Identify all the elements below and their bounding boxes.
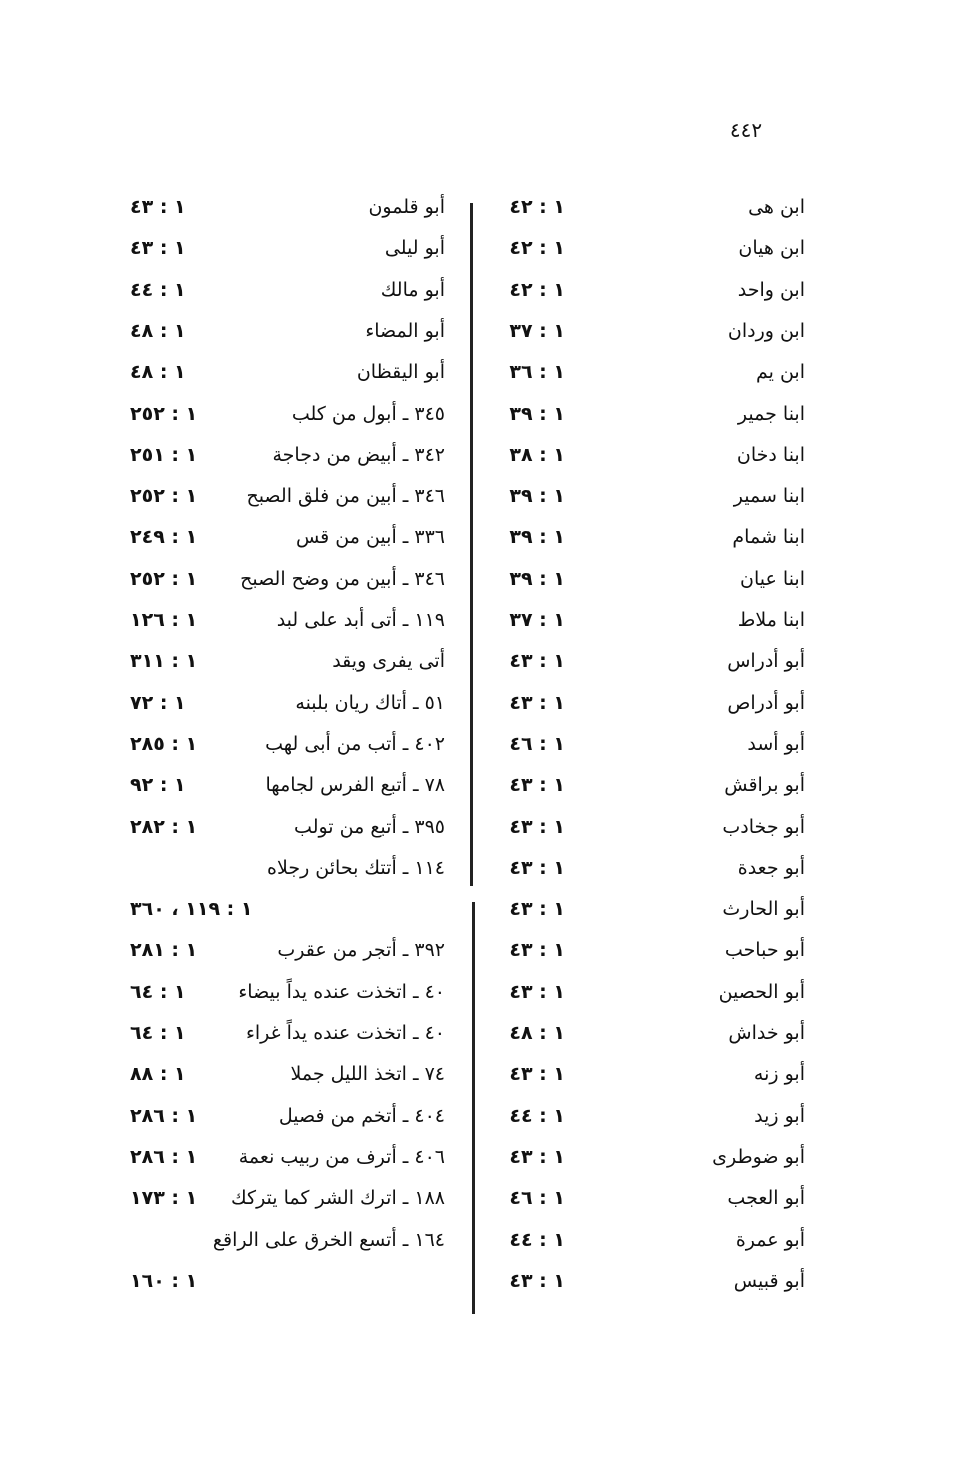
entry-reference: ١ : ٩٢ (130, 774, 186, 797)
entry-name: ابن هيان (738, 237, 805, 260)
left-index-row (0, 444, 975, 480)
entry-reference: ١ : ٤٣ (509, 856, 565, 879)
left-index-row (0, 1063, 975, 1099)
entry-reference: ١ : ٣٧ (509, 319, 565, 342)
entry-reference: ١ : ٣٩ (509, 485, 565, 508)
entry-name: ابن واحد (737, 278, 805, 301)
entry-name: ٣٣٦ ـ أبين من قس (295, 526, 445, 549)
entry-reference: ١ : ٣١١ (130, 650, 198, 673)
entry-name: ابنا سمير (733, 485, 805, 508)
entry-name: أبو ليلى (384, 237, 445, 260)
left-index-row (0, 939, 975, 975)
left-index-row (0, 1270, 975, 1306)
entry-reference: ١ : ٢٨١ (130, 939, 198, 962)
entry-name: ٧٤ ـ اتخذ الليل جملا (290, 1063, 445, 1086)
entry-name: ٣٤٦ ـ أبين من فلق الصبح (246, 485, 445, 508)
entry-name: أتى يفرى ويقد (332, 650, 445, 673)
entry-reference: ١ : ٢٤٩ (130, 526, 198, 549)
entry-name: ١٨٨ ـ اترك الشر كما يتركك (231, 1187, 445, 1210)
entry-reference: ١ : ١٦٠ (130, 1269, 198, 1292)
entry-reference: ١ : ٤٣ (509, 980, 565, 1003)
entry-reference: ١ : ٤٣ (509, 650, 565, 673)
entry-name: أبو اليقظان (356, 361, 445, 384)
entry-reference: ١ : ١٧٣ (130, 1187, 198, 1210)
entry-reference: ١ : ٢٥١ (130, 443, 198, 466)
entry-reference: ١ : ٣٨ (509, 443, 565, 466)
entry-reference: ١ : ٦٤ (130, 1022, 186, 1044)
entry-reference: ١ : ١١٩ ، ٣٦٠ (130, 898, 253, 921)
entry-reference: ١ : ٤٣ (509, 939, 565, 962)
entry-reference: ١ : ١٢٦ (130, 609, 198, 631)
entry-reference: ١ : ٤٦ (509, 732, 565, 755)
entry-reference: ١ : ٣٦ (509, 361, 565, 384)
entry-name: ابنا دخان (736, 443, 805, 466)
entry-name: ابنا شمام (732, 526, 805, 549)
left-index-row (0, 733, 975, 769)
entry-name: ٣٤٢ ـ أبيض من دجاجة (272, 443, 445, 466)
left-index-row (0, 898, 975, 934)
entry-reference: ١ : ٤٨ (509, 1022, 565, 1044)
left-index-row (0, 237, 975, 273)
entry-reference: ١ : ٤٣ (130, 237, 186, 260)
entry-name: ٣٤٥ ـ أبول من كلب (291, 402, 445, 425)
left-index-row (0, 279, 975, 315)
entry-name: ٥١ ـ أتاك ريان بلبنه (295, 691, 445, 714)
left-index-row (0, 1105, 975, 1141)
entry-reference: ١ : ٣٩ (509, 567, 565, 590)
left-index-row (0, 816, 975, 852)
left-index-row (0, 650, 975, 686)
entry-name: ٧٨ ـ أتبع الفرس لجامها (265, 774, 445, 797)
entry-reference: ١ : ٢٨٦ (130, 1104, 198, 1127)
entry-reference: ١ : ٤٤ (509, 1104, 565, 1127)
entry-name: أبو قلمون (368, 196, 445, 218)
entry-name: ابن هى (748, 196, 805, 218)
left-index-row (0, 1022, 975, 1058)
entry-name: أبو أدراص (727, 691, 805, 714)
entry-reference: ١ : ٤٨ (130, 361, 186, 384)
entry-reference: ١ : ٤٣ (509, 898, 565, 921)
left-index-row (0, 981, 975, 1017)
entry-reference: ١ : ٧٢ (130, 691, 186, 714)
entry-reference: ١ : ٤٤ (130, 278, 186, 301)
entry-reference: ١ : ٢٨٢ (130, 815, 198, 838)
entry-name: ٣٤٦ ـ أبين من وضح الصبح (240, 567, 445, 590)
entry-name: أبو أسد (747, 732, 805, 755)
entry-reference: ١ : ٢٥٢ (130, 485, 198, 508)
entry-name: ٤٠٢ ـ أتب من أبى لهب (265, 732, 445, 755)
entry-reference: ١ : ٤٢ (509, 196, 565, 218)
entry-name: أبو ضوطرى (712, 1145, 805, 1168)
left-index-row (0, 526, 975, 562)
entry-reference: ١ : ٢٥٢ (130, 402, 198, 425)
entry-name: أبو الحصين (718, 980, 805, 1003)
left-index-row (0, 403, 975, 439)
entry-name: ٤٠ ـ اتخذت عنده يداً غراء (245, 1022, 445, 1044)
entry-name: ابنا ملاط (737, 609, 805, 631)
entry-name: ٣٩٢ ـ أتجر من عقرب (277, 939, 445, 962)
left-index-row (0, 196, 975, 232)
entry-name: أبو عمرة (735, 1228, 805, 1251)
entry-name: ابن يم (755, 361, 805, 384)
page-number: ٤٤٢ (729, 118, 763, 142)
entry-reference: ١ : ٤٣ (509, 774, 565, 797)
entry-reference: ١ : ٤٦ (509, 1187, 565, 1210)
entry-reference: ١ : ٤٣ (509, 1145, 565, 1168)
entry-name: ابن وردان (727, 319, 805, 342)
entry-name: أبو حباحب (724, 939, 805, 962)
left-index-row (0, 1146, 975, 1182)
entry-reference: ١ : ٤٨ (130, 319, 186, 342)
entry-name: أبو مالك (380, 278, 445, 301)
entry-reference: ١ : ٢٨٥ (130, 732, 198, 755)
left-index-row (0, 692, 975, 728)
entry-name: ٤٠٦ ـ أترف من ربيب نعمة (238, 1145, 445, 1168)
entry-reference: ١ : ٤٢ (509, 278, 565, 301)
entry-reference: ١ : ٢٨٦ (130, 1145, 198, 1168)
entry-reference: ١ : ٨٨ (130, 1063, 186, 1086)
entry-name: أبو العجب (727, 1187, 805, 1210)
entry-name: أبو خداش (728, 1022, 805, 1044)
entry-name: أبو زنه (753, 1063, 805, 1086)
entry-reference: ١ : ٤٣ (509, 1269, 565, 1292)
entry-reference: ١ : ٤٣ (130, 196, 186, 218)
entry-reference: ١ : ٣٩ (509, 526, 565, 549)
entry-reference: ١ : ٤٢ (509, 237, 565, 260)
entry-name: أبو المضاء (365, 319, 445, 342)
left-index-row (0, 857, 975, 893)
entry-name: ٤٠ ـ اتخذت عنده يداً بيضاء (238, 980, 445, 1003)
entry-name: أبو براقش (724, 774, 805, 797)
entry-name: أبو أدراس (727, 650, 805, 673)
left-index-row (0, 568, 975, 604)
entry-name: أبو الحارث (722, 898, 805, 921)
left-index-row (0, 361, 975, 397)
entry-name: أبو زيد (754, 1104, 805, 1127)
left-index-row (0, 774, 975, 810)
entry-name: ٣٩٥ ـ أتبع من تولب (294, 815, 445, 838)
entry-reference: ١ : ٣٧ (509, 609, 565, 631)
entry-reference: ١ : ٤٣ (509, 691, 565, 714)
entry-reference: ١ : ٣٩ (509, 402, 565, 425)
entry-reference: ١ : ٢٥٢ (130, 567, 198, 590)
left-index-row (0, 485, 975, 521)
entry-name: ١١٤ ـ أتتك بحائن رجلاه (267, 856, 445, 879)
entry-name: ١٦٤ ـ أتسع الخرق على الراقع (212, 1228, 445, 1251)
left-index-row (0, 1187, 975, 1223)
entry-name: ابنا جمير (737, 402, 805, 425)
left-index-row (0, 320, 975, 356)
left-index-row (0, 609, 975, 645)
entry-name: ١١٩ ـ أتى أبد على لبد (276, 609, 445, 631)
entry-reference: ١ : ٤٤ (509, 1228, 565, 1251)
entry-name: ٤٠٤ ـ أتخم من فصيل (278, 1104, 445, 1127)
entry-reference: ١ : ٦٤ (130, 980, 186, 1003)
entry-name: أبو قبيس (733, 1269, 805, 1292)
left-index-row (0, 1229, 975, 1265)
entry-reference: ١ : ٤٣ (509, 1063, 565, 1086)
entry-name: ابنا عيان (740, 567, 805, 590)
entry-name: أبو جعدة (737, 856, 805, 879)
entry-reference: ١ : ٤٣ (509, 815, 565, 838)
entry-name: أبو جخادب (722, 815, 805, 838)
